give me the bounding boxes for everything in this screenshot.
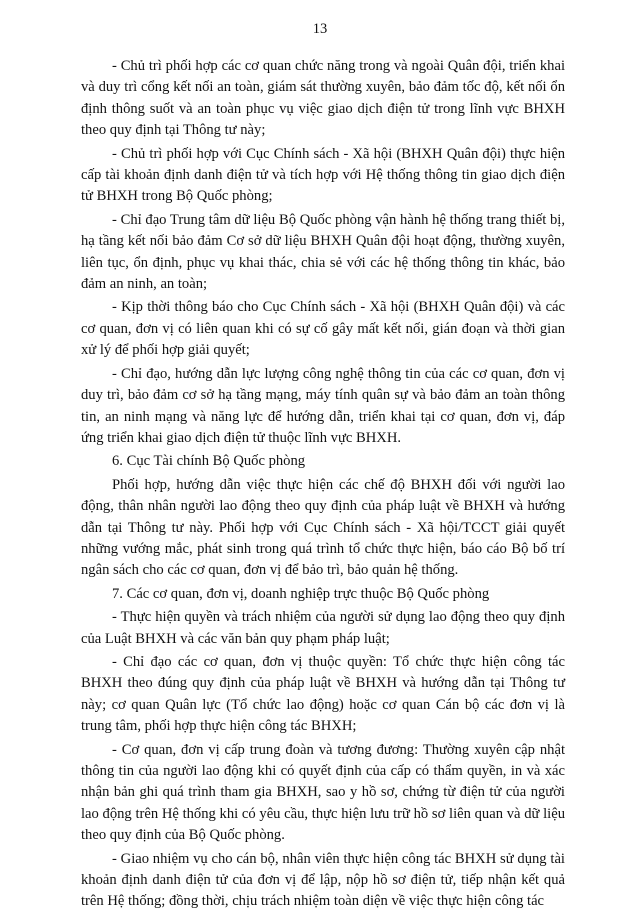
paragraph-employer-rights: - Thực hiện quyền và trách nhiệm của người sử dụng lao động theo quy định của Luật BHXH và các văn bản quy phạm pháp luật; bbox=[81, 609, 565, 647]
paragraph-subordinate-direction: - Chỉ đạo các cơ quan, đơn vị thuộc quyền: Tổ chức thực hiện công tác BHXH theo đúng quy định của pháp luật về BHXH và hướng dẫn tại Thông tư này; cơ quan Quân lực (Tổ chức lao động) hoặc cơ quan Cán bộ các đơn vị là trung tâm, phối hợp thực hiện công tác BHXH; bbox=[81, 653, 565, 735]
paragraph-data-center: - Chỉ đạo Trung tâm dữ liệu Bộ Quốc phòng vận hành hệ thống trang thiết bị, hạ tầng kết nối bảo đảm Cơ sở dữ liệu BHXH Quân đội hoạt động, thường xuyên, liên tục, ổn định, phục vụ khai thác, chia sẻ với các hệ thống thông tin khác, bảo đảm an ninh, an toàn; bbox=[81, 211, 565, 293]
paragraph-it-guidance: - Chỉ đạo, hướng dẫn lực lượng công nghệ thông tin của các cơ quan, đơn vị duy trì, bảo đảm cơ sở hạ tầng mạng, máy tính quân sự và bảo đảm an toàn thông tin, an ninh mạng và năng lực để hướng dẫn, triển khai tại cơ quan, đơn vị, đáp ứng triển khai giao dịch điện tử thuộc lĩnh vực BHXH. bbox=[81, 365, 565, 446]
document-body bbox=[81, 56, 565, 915]
section-heading-finance: 6. Cục Tài chính Bộ Quốc phòng bbox=[112, 453, 306, 470]
paragraph-finance-coordination: Phối hợp, hướng dẫn việc thực hiện các chế độ BHXH đối với người lao động, thân nhân người lao động theo quy định của pháp luật về BHXH và hướng dẫn tại Thông tư này. Phối hợp với Cục Chính sách - Xã hội/TCCT giải quyết những vướng mắc, phát sinh trong quá trình tổ chức thực hiện, báo cáo Bộ bố trí ngân sách cho các cơ quan, đơn vị để bảo trì, bảo quản hệ thống. bbox=[81, 476, 565, 579]
page-number: 13 bbox=[312, 21, 328, 37]
paragraph-cyber-gateway: - Chủ trì phối hợp các cơ quan chức năng trong và ngoài Quân đội, triển khai và duy trì cổng kết nối an toàn, giám sát thường xuyên, bảo đảm tốc độ, kết nối ổn định thông suốt và an toàn phục vụ việc giao dịch điện tử trong lĩnh vực BHXH theo quy định tại Thông tư này; bbox=[81, 58, 565, 139]
paragraph-staff-assignment: - Giao nhiệm vụ cho cán bộ, nhân viên thực hiện công tác BHXH sử dụng tài khoản định danh điện tử của đơn vị để lập, nộp hồ sơ điện tử, tiếp nhận kết quả trên Hệ thống; đồng thời, chịu trách nhiệm toàn diện về việc thực hiện công tác bbox=[81, 850, 565, 910]
paragraph-regiment-level: - Cơ quan, đơn vị cấp trung đoàn và tương đương: Thường xuyên cập nhật thông tin của người lao động khi có quyết định của cấp có thẩm quyền, in và xác nhận bản ghi quá trình tham gia BHXH, sao y hồ sơ, chứng từ điện tử của người lao động trên Hệ thống khi có yêu cầu, thực hiện lưu trữ hồ sơ liên quan và dữ liệu theo quy định của Bộ Quốc phòng. bbox=[81, 741, 565, 844]
paragraph-incident-notice: - Kịp thời thông báo cho Cục Chính sách - Xã hội (BHXH Quân đội) và các cơ quan, đơn vị có liên quan khi có sự cố gây mất kết nối, gián đoạn và thời gian xử lý để phối hợp giải quyết; bbox=[81, 299, 565, 359]
section-heading-units: 7. Các cơ quan, đơn vị, doanh nghiệp trực thuộc Bộ Quốc phòng bbox=[112, 585, 490, 602]
paragraph-identity-account: - Chủ trì phối hợp với Cục Chính sách - Xã hội (BHXH Quân đội) thực hiện cấp tài khoản định danh điện tử và tích hợp với Hệ thống thông tin giao dịch điện tử BHXH trong Bộ Quốc phòng; bbox=[81, 145, 565, 205]
